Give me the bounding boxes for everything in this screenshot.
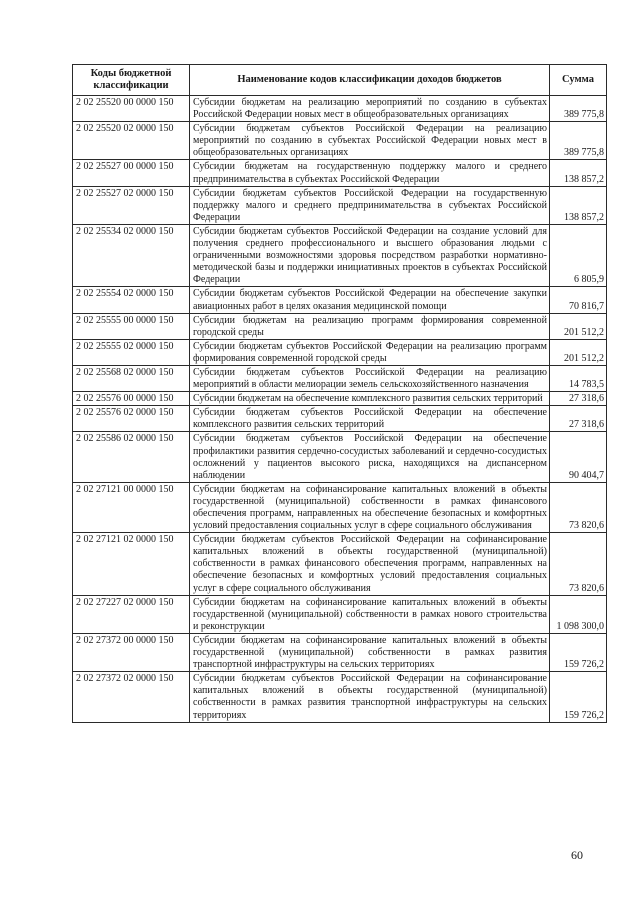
row-code: 2 02 25527 02 0000 150 [73,186,190,224]
row-name: Субсидии бюджетам на реализацию программ формирования современной городской среды [190,313,550,339]
row-name: Субсидии бюджетам на софинансирование капитальных вложений в объекты государственной (муниципальной) собственности в рамках развития транспортной инфраструктуры на сельских территориях [190,633,550,671]
budget-table [72,64,607,723]
table-row [73,482,607,532]
row-code: 2 02 27372 02 0000 150 [73,672,190,722]
header-name: Наименование кодов классификации доходов бюджетов [190,65,550,96]
document-page [72,64,606,723]
table-row [73,633,607,671]
table-row [73,432,607,482]
row-code: 2 02 25576 02 0000 150 [73,406,190,432]
row-code: 2 02 25527 00 0000 150 [73,160,190,186]
row-sum: 73 820,6 [550,533,607,595]
row-sum: 70 816,7 [550,287,607,313]
header-sum: Сумма [550,65,607,96]
row-name: Субсидии бюджетам субъектов Российской Федерации на реализацию мероприятий по созданию в субъектах Российской Федерации новых мест в общеобразовательных организациях [190,122,550,160]
row-name: Субсидии бюджетам на реализацию мероприятий по созданию в субъектах Российской Федерации новых мест в общеобразовательных организациях [190,96,550,122]
row-name: Субсидии бюджетам субъектов Российской Федерации на создание условий для получения среднего профессионального и высшего образования людьми с ограниченными возможностями здоровья посредством разработки нормативно-методической базы и поддержки инициативных проектов в субъектах Российской Федерации [190,224,550,286]
row-name: Субсидии бюджетам субъектов Российской Федерации на софинансирование капитальных вложений в объекты государственной (муниципальной) собственности в рамках финансового обеспечения программ, направленных на обеспечение безопасных и комфортных условий предоставления социальных услуг в сфере социального обслуживания [190,533,550,595]
table-row [73,122,607,160]
table-row [73,339,607,365]
row-sum: 138 857,2 [550,186,607,224]
table-row [73,595,607,633]
row-name: Субсидии бюджетам субъектов Российской Федерации на реализацию мероприятий в области мелиорации земель сельскохозяйственного назначения [190,365,550,391]
row-name: Субсидии бюджетам на софинансирование капитальных вложений в объекты государственной (муниципальной) собственности в рамках нового строительства и реконструкции [190,595,550,633]
header-code: Коды бюджетной классификации [73,65,190,96]
row-code: 2 02 27121 02 0000 150 [73,533,190,595]
row-name: Субсидии бюджетам субъектов Российской Федерации на софинансирование капитальных вложений в объекты государственной (муниципальной) собственности в рамках развития транспортной инфраструктуры на сельских территориях [190,672,550,722]
row-code: 2 02 27372 00 0000 150 [73,633,190,671]
row-sum: 389 775,8 [550,96,607,122]
row-sum: 73 820,6 [550,482,607,532]
row-sum: 90 404,7 [550,432,607,482]
page-number: 60 [571,848,583,862]
row-name: Субсидии бюджетам на софинансирование капитальных вложений в объекты государственной (муниципальной) собственности в рамках финансового обеспечения программ, направленных на обеспечение безопасных и комфортных условий предоставления социальных услуг в сфере социального обслуживания [190,482,550,532]
row-sum: 6 805,9 [550,224,607,286]
table-row [73,186,607,224]
table-row [73,313,607,339]
row-code: 2 02 25555 02 0000 150 [73,339,190,365]
table-row [73,365,607,391]
row-name: Субсидии бюджетам субъектов Российской Федерации на обеспечение закупки авиационных работ в целях оказания медицинской помощи [190,287,550,313]
table-row [73,96,607,122]
row-sum: 201 512,2 [550,313,607,339]
row-code: 2 02 25555 00 0000 150 [73,313,190,339]
row-sum: 159 726,2 [550,672,607,722]
row-code: 2 02 25554 02 0000 150 [73,287,190,313]
row-code: 2 02 25586 02 0000 150 [73,432,190,482]
row-sum: 14 783,5 [550,365,607,391]
row-code: 2 02 25576 00 0000 150 [73,392,190,406]
table-row [73,224,607,286]
row-code: 2 02 25520 02 0000 150 [73,122,190,160]
table-row [73,672,607,722]
row-sum: 27 318,6 [550,406,607,432]
table-row [73,160,607,186]
row-sum: 389 775,8 [550,122,607,160]
row-sum: 201 512,2 [550,339,607,365]
table-row [73,533,607,595]
row-code: 2 02 25520 00 0000 150 [73,96,190,122]
table-row [73,392,607,406]
row-sum: 1 098 300,0 [550,595,607,633]
row-name: Субсидии бюджетам субъектов Российской Федерации на обеспечение профилактики развития сердечно-сосудистых заболеваний и сердечно-сосудистых осложнений у пациентов высокого риска, находящихся на диспансерном наблюдении [190,432,550,482]
row-code: 2 02 25568 02 0000 150 [73,365,190,391]
table-header-row [73,65,607,96]
row-code: 2 02 25534 02 0000 150 [73,224,190,286]
row-sum: 138 857,2 [550,160,607,186]
row-code: 2 02 27121 00 0000 150 [73,482,190,532]
table-row [73,406,607,432]
row-name: Субсидии бюджетам субъектов Российской Федерации на обеспечение комплексного развития сельских территорий [190,406,550,432]
row-name: Субсидии бюджетам субъектов Российской Федерации на реализацию программ формирования современной городской среды [190,339,550,365]
row-name: Субсидии бюджетам на обеспечение комплексного развития сельских территорий [190,392,550,406]
row-name: Субсидии бюджетам субъектов Российской Федерации на государственную поддержку малого и среднего предпринимательства в субъектах Российской Федерации [190,186,550,224]
row-sum: 159 726,2 [550,633,607,671]
row-sum: 27 318,6 [550,392,607,406]
table-row [73,287,607,313]
row-name: Субсидии бюджетам на государственную поддержку малого и среднего предпринимательства в субъектах Российской Федерации [190,160,550,186]
row-code: 2 02 27227 02 0000 150 [73,595,190,633]
